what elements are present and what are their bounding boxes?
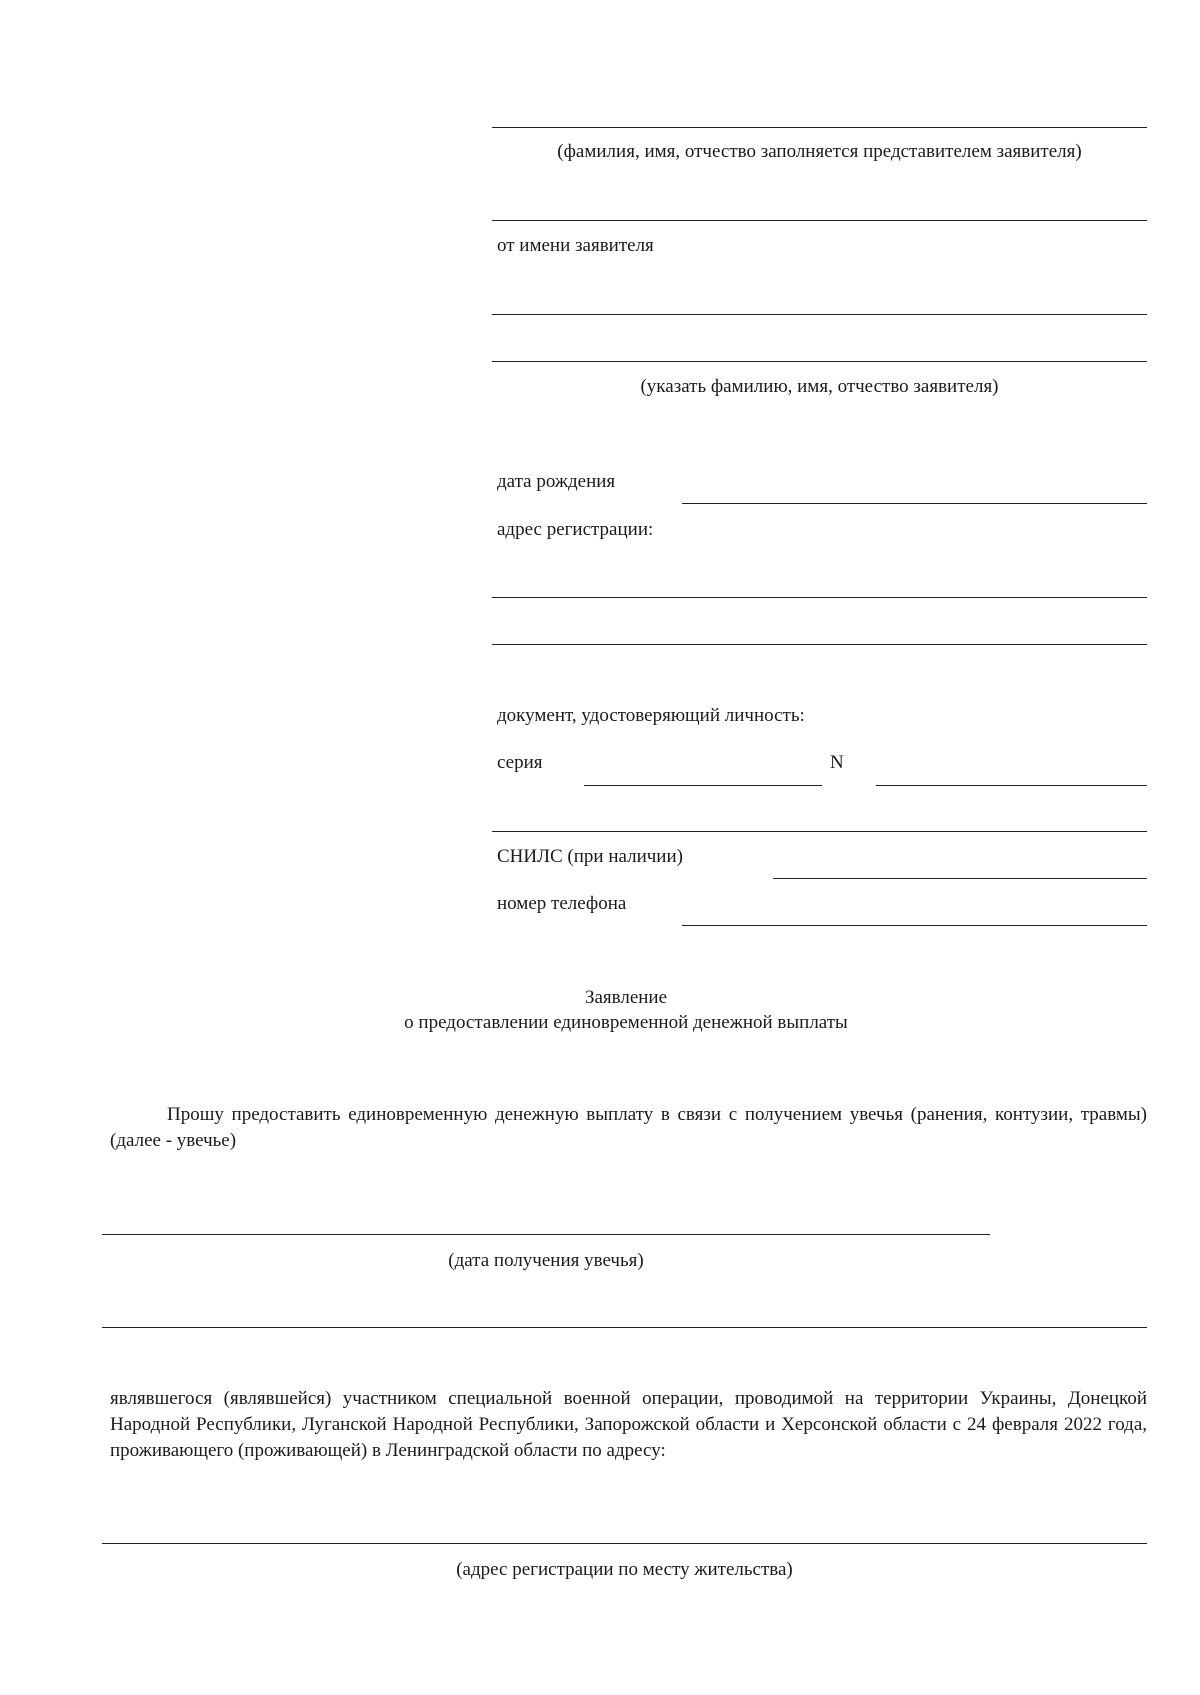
residence-address-caption: (адрес регистрации по месту жительства) <box>456 1559 793 1580</box>
series-line[interactable] <box>584 785 822 786</box>
phone-line[interactable] <box>682 925 1147 926</box>
request-paragraph: Прошу предоставить единовременную денежную выплату в связи с получением увечья (ранения, контузии, травмы) (далее - увечье) <box>110 1104 1147 1151</box>
applicant-name-line-1[interactable] <box>492 314 1147 315</box>
on-behalf-label: от имени заявителя <box>497 235 654 256</box>
injury-details-line[interactable] <box>102 1327 1147 1328</box>
document-number-line[interactable] <box>876 785 1147 786</box>
snils-line[interactable] <box>773 878 1147 879</box>
residence-address-line[interactable] <box>102 1543 1147 1544</box>
series-label: серия <box>497 752 543 773</box>
phone-label: номер телефона <box>497 893 627 914</box>
injury-date-line[interactable] <box>102 1234 990 1235</box>
injury-date-caption: (дата получения увечья) <box>448 1250 644 1271</box>
document-title: Заявление <box>584 987 668 1008</box>
document-issued-line[interactable] <box>492 831 1147 832</box>
birth-date-line[interactable] <box>682 503 1147 504</box>
number-label: N <box>830 752 844 773</box>
representative-name-line-2[interactable] <box>492 220 1147 221</box>
participant-paragraph: являвшегося (являвшейся) участником специальной военной операции, проводимой на территории Украины, Донецкой Народной Республики, Луганской Народной Республики, Запорожской области и Херсонской области с 24 февраля 2022 года, проживающего (проживающей) в Ленинградской области по адресу: <box>110 1388 1147 1461</box>
registration-address-line-1[interactable] <box>492 597 1147 598</box>
registration-address-label: адрес регистрации: <box>497 519 654 540</box>
identity-document-label: документ, удостоверяющий личность: <box>497 705 805 726</box>
registration-address-line-2[interactable] <box>492 644 1147 645</box>
snils-label: СНИЛС (при наличии) <box>497 846 683 867</box>
applicant-name-line-2[interactable] <box>492 361 1147 362</box>
document-subtitle: о предоставлении единовременной денежной выплаты <box>404 1012 848 1033</box>
representative-name-caption: (фамилия, имя, отчество заполняется представителем заявителя) <box>557 141 1082 162</box>
birth-date-label: дата рождения <box>497 471 616 492</box>
applicant-name-caption: (указать фамилию, имя, отчество заявителя) <box>640 376 999 397</box>
representative-name-line[interactable] <box>492 127 1147 128</box>
